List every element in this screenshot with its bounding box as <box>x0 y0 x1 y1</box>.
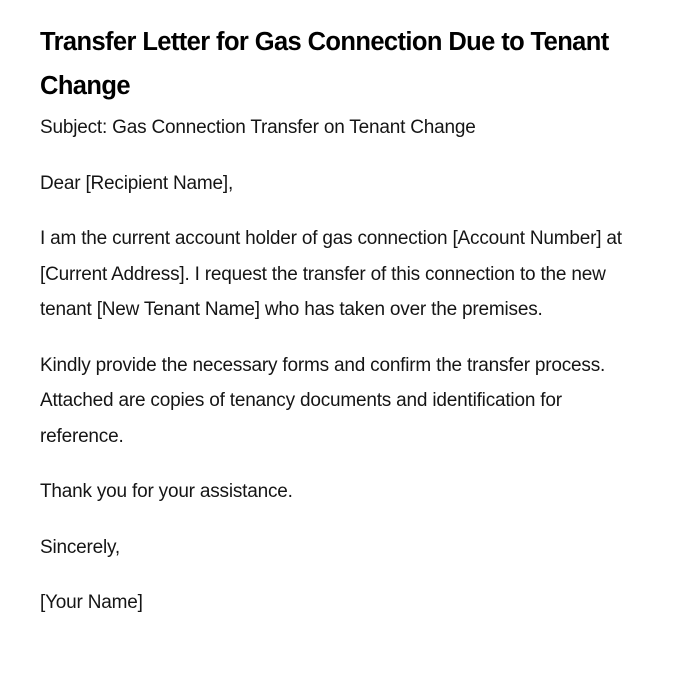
letter-body-paragraph-3: Thank you for your assistance. <box>40 481 293 502</box>
letter-title: Transfer Letter for Gas Connection Due to Tenant Change <box>40 28 609 100</box>
letter-salutation: Dear [Recipient Name], <box>40 172 234 194</box>
letter-body-paragraph-2: Kindly provide the necessary forms and confirm the transfer process. Attached are copies of tenancy documents and identification for reference. <box>40 354 606 447</box>
letter-document <box>40 20 650 641</box>
letter-signature: [Your Name] <box>40 592 143 613</box>
letter-subject: Subject: Gas Connection Transfer on Tenant Change <box>40 117 476 138</box>
letter-body-paragraph-1: I am the current account holder of gas connection [Account Number] at [Current Address]. I request the transfer of this connection to the new tenant [New Tenant Name] who has taken over the premises. <box>40 228 622 320</box>
letter-closing: Sincerely, <box>40 536 121 558</box>
